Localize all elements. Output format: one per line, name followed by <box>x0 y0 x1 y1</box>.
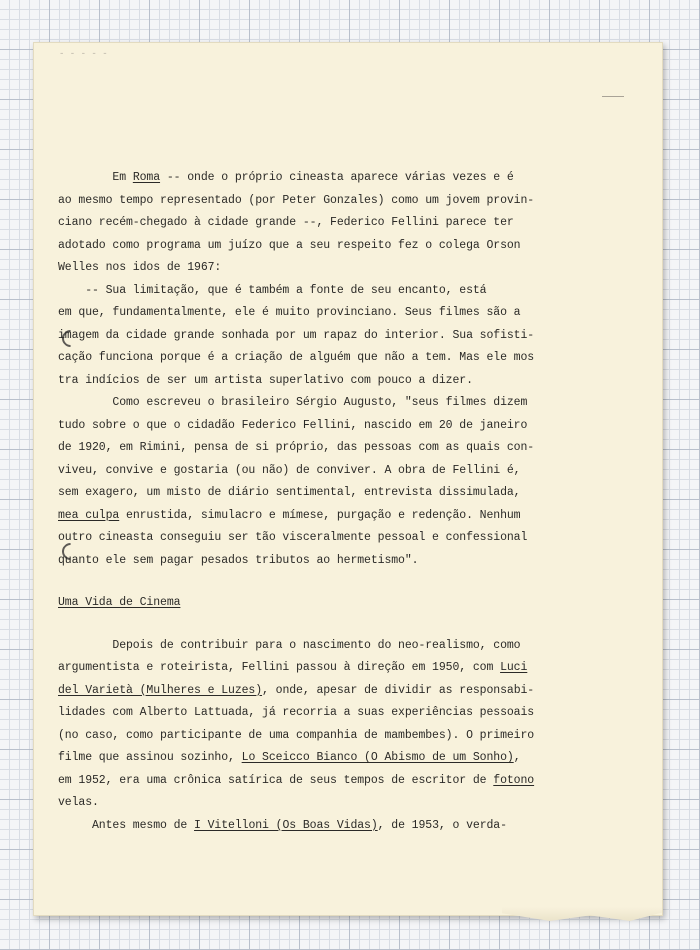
text-line: em 1952, era uma crônica satírica de seus tempos de escritor de fotono <box>58 773 535 787</box>
text-line: filme que assinou sozinho, Lo Sceicco Bianco (O Abismo de um Sonho), <box>58 751 521 764</box>
margin-rule-mark <box>602 96 624 97</box>
text-line: mea culpa enrustida, simulacro e mímese, purgação e redenção. Nenhum <box>58 508 521 522</box>
pencil-mark: - - - - - <box>59 49 108 59</box>
text-line: de 1920, em Rimini, pensa de si próprio, das pessoas com as quais con- <box>58 441 535 454</box>
underlined-term: mea culpa <box>58 508 120 522</box>
film-title: del Varietà (Mulheres e Luzes) <box>58 683 263 697</box>
text-line: ciano recém-chegado à cidade grande --, Federico Fellini parece ter <box>58 216 514 229</box>
body-text <box>58 167 603 837</box>
quote-line: -- Sua limitação, que é também a fonte de seu encanto, está <box>58 283 487 297</box>
film-title: Luci <box>500 661 528 674</box>
text-line: argumentista e roteirista, Fellini passou à direção em 1950, com Luci <box>58 661 528 674</box>
text-line: (no caso, como participante de uma companhia de mambembes). O primeiro <box>58 728 535 742</box>
text-line: Como escreveu o brasileiro Sérgio Augusto, "seus filmes dizem <box>58 396 528 409</box>
film-title-roma: Roma <box>132 171 161 184</box>
text-line: viveu, convive e gostaria (ou não) de conviver. A obra de Fellini é, <box>58 463 521 477</box>
text-line: Welles nos idos de 1967: <box>58 261 222 274</box>
text-line: Em Roma -- onde o próprio cineasta aparece várias vezes e é <box>112 171 514 184</box>
quote-line: em que, fundamentalmente, ele é muito provinciano. Seus filmes são a <box>58 306 521 319</box>
film-title: Lo Sceicco Bianco (O Abismo de um Sonho) <box>241 751 514 764</box>
section-heading: Uma Vida de Cinema <box>58 596 181 609</box>
torn-edge <box>502 907 662 921</box>
underlined-term: fotono <box>493 773 535 787</box>
text-line: lidades com Alberto Lattuada, já recorria a suas experiências pessoais <box>58 706 535 719</box>
film-title: I Vitelloni (Os Boas Vidas) <box>194 818 378 832</box>
quote-line: imagem da cidade grande sonhada por um rapaz do interior. Sua sofisti- <box>58 328 535 342</box>
text-line: sem exagero, um misto de diário sentimental, entrevista dissimulada, <box>58 486 521 499</box>
text-line: Depois de contribuir para o nascimento do neo-realismo, como <box>58 638 521 652</box>
text-line: adotado como programa um juízo que a seu respeito fez o colega Orson <box>58 238 521 252</box>
text-line: velas. <box>58 796 99 809</box>
quote-line: cação funciona porque é a criação de alguém que não a tem. Mas ele mos <box>58 351 535 364</box>
text-line: quanto ele sem pagar pesados tributos ao hermetismo". <box>58 553 419 567</box>
quote-line: tra indícios de ser um artista superlativo com pouco a dizer. <box>58 373 473 387</box>
text-line: del Varietà (Mulheres e Luzes), onde, apesar de dividir as responsabi- <box>58 683 535 697</box>
text-line: ao mesmo tempo representado (por Peter Gonzales) como um jovem provin- <box>58 193 535 207</box>
text-line: Antes mesmo de I Vitelloni (Os Boas Vidas), de 1953, o verda- <box>58 818 507 832</box>
text-line: outro cineasta conseguiu ser tão visceralmente pessoal e confessional <box>58 531 528 544</box>
text-line: tudo sobre o que o cidadão Federico Fellini, nascido em 20 de janeiro <box>58 418 528 432</box>
